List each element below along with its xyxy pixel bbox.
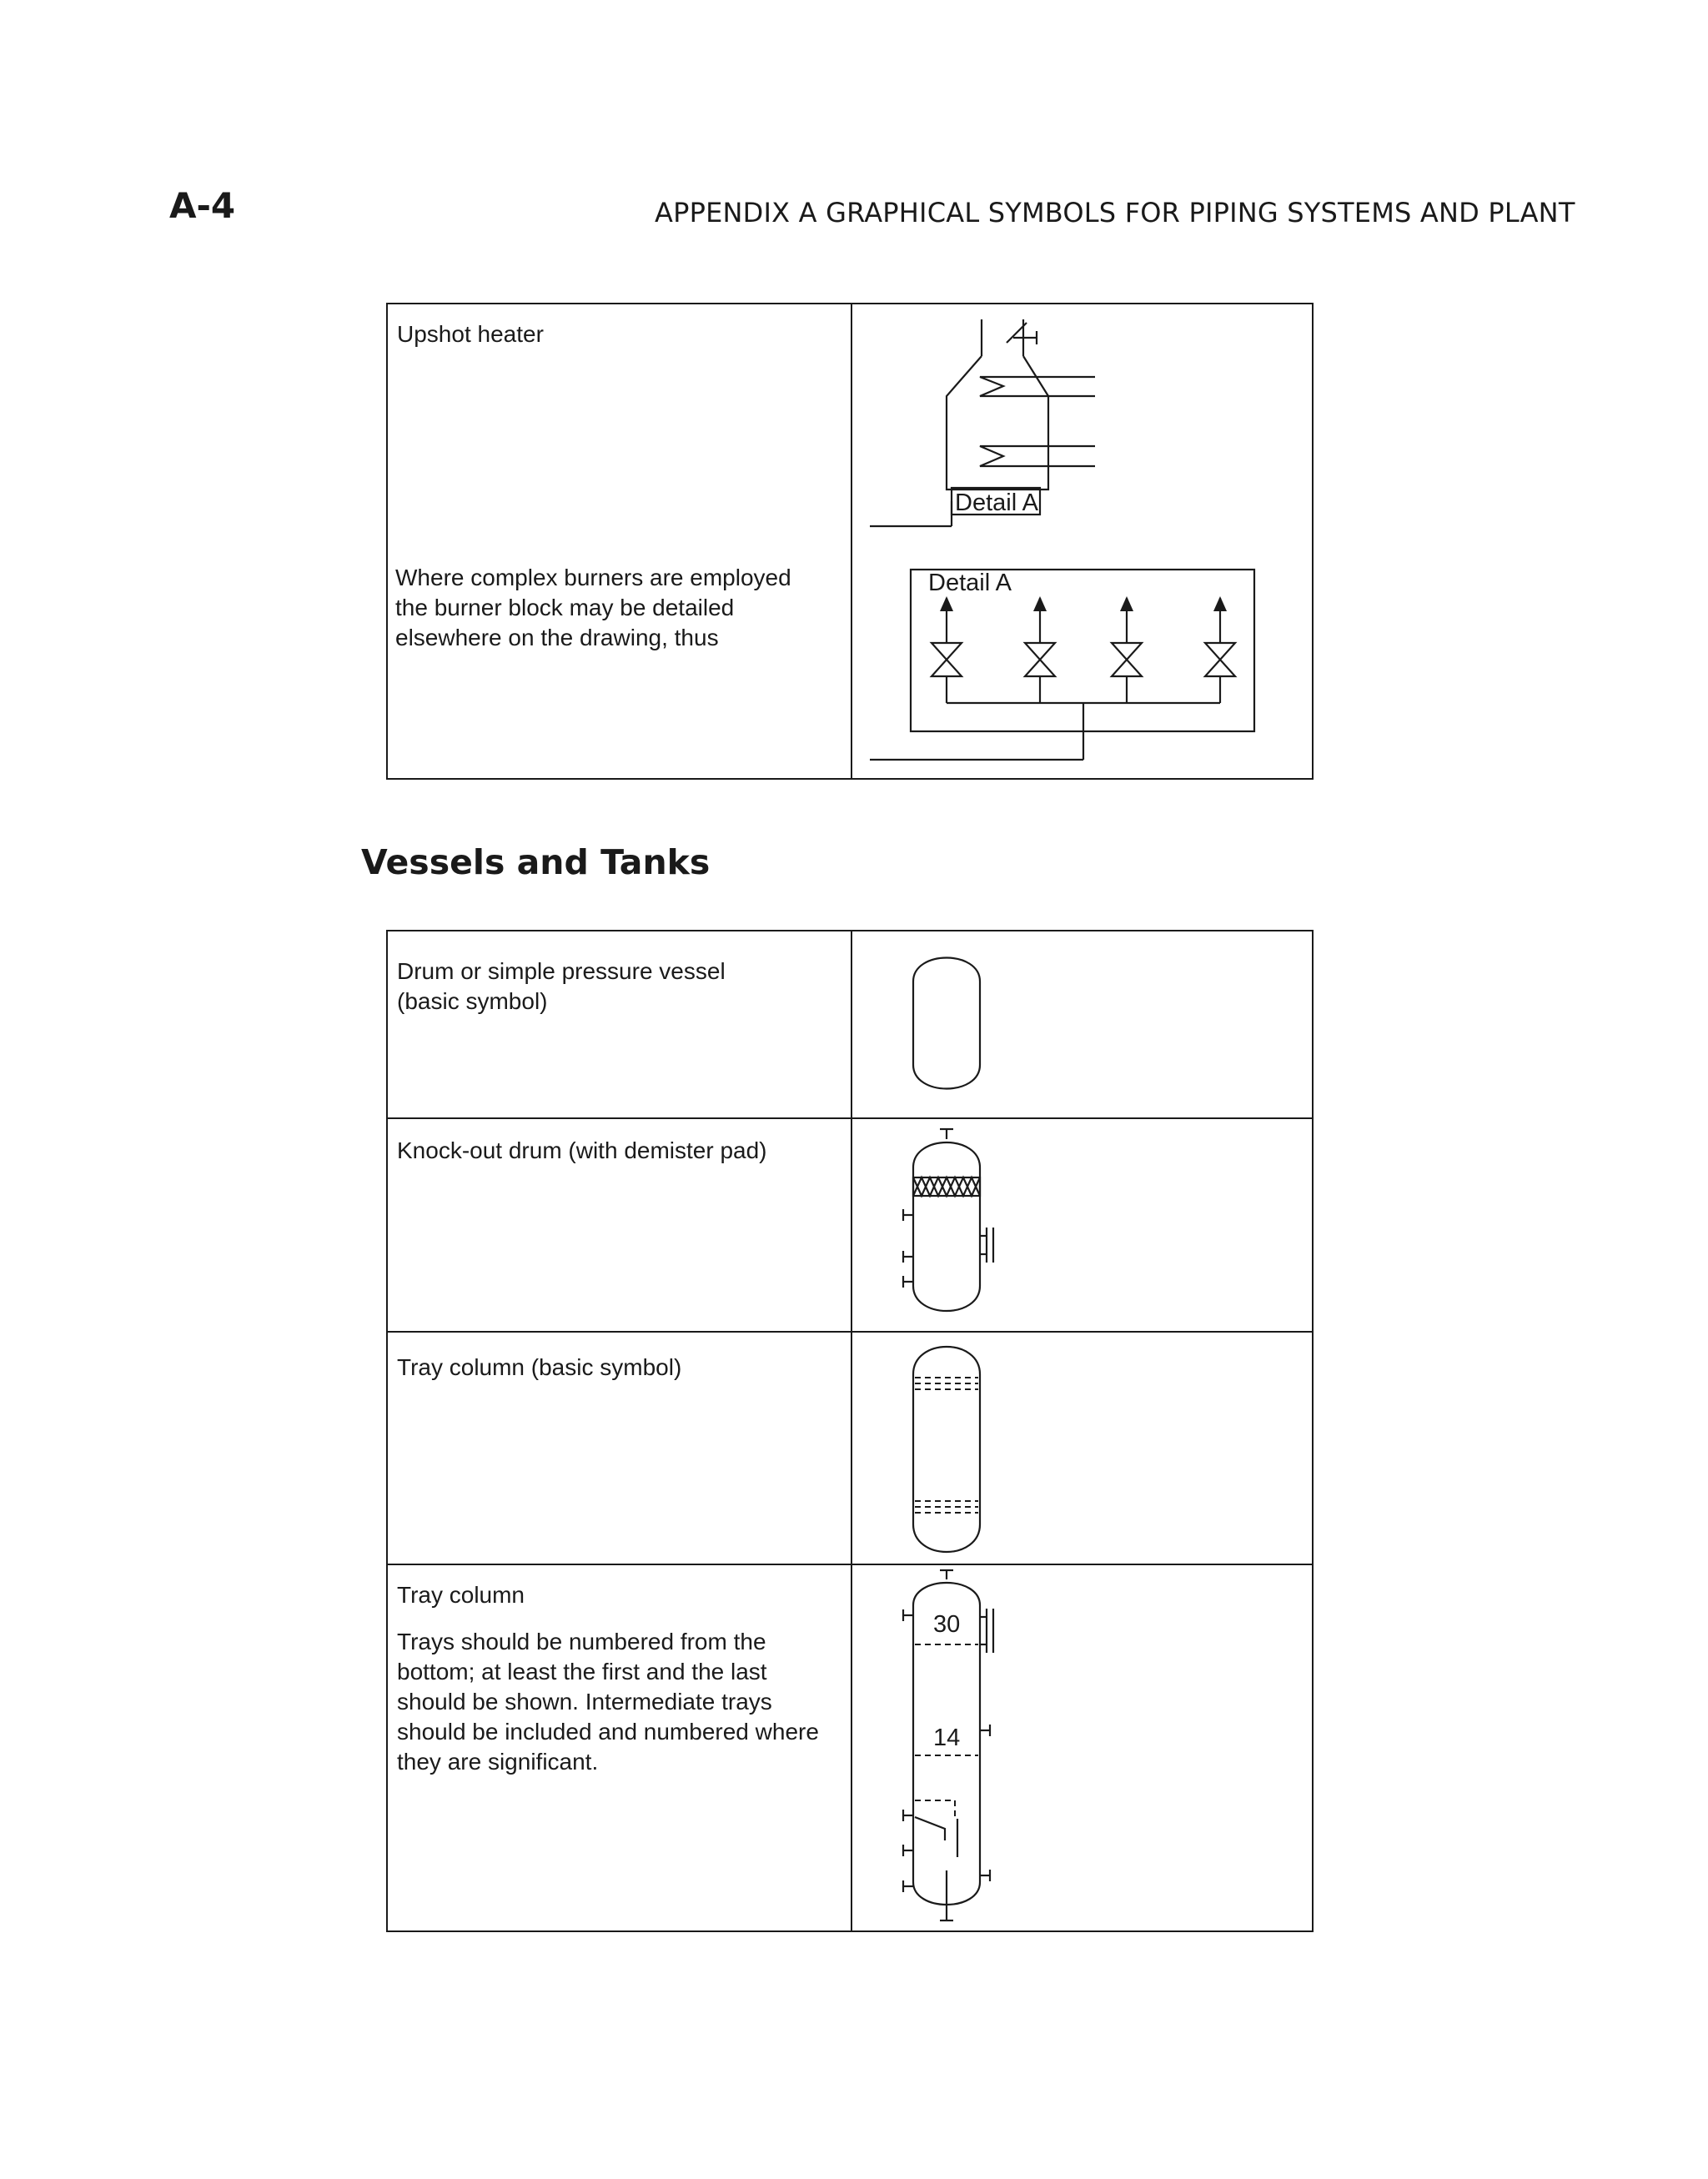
row-label: Drum or simple pressure vessel (basic symbol)	[397, 958, 726, 1014]
detail-box-label: Detail A	[928, 570, 1012, 596]
running-head: APPENDIX A GRAPHICAL SYMBOLS FOR PIPING SYSTEMS AND PLANT	[655, 197, 1575, 228]
burner-valve	[1025, 596, 1055, 703]
row-label: Knock-out drum (with demister pad)	[397, 1137, 767, 1163]
burner-valve	[1112, 596, 1142, 703]
drum-symbol	[388, 931, 1315, 1117]
upshot-heater-symbol	[388, 304, 1315, 781]
burner-valve	[1205, 596, 1235, 703]
row-label: Tray column	[397, 1582, 525, 1608]
burner-detail-note: Where complex burners are employed the burner block may be detailed elsewhere on the drawing, thus	[395, 565, 791, 650]
row-note: Trays should be numbered from the bottom; at least the first and the last should be shown. Intermediate trays should be included and numbered where they are significant.	[397, 1629, 819, 1775]
knock-out-drum-symbol	[388, 1119, 1315, 1333]
section-heading: Vessels and Tanks	[361, 842, 711, 882]
tray-column-symbol	[388, 1565, 1315, 1935]
detail-tag: Detail A	[955, 490, 1038, 516]
table-row	[388, 1117, 1312, 1331]
row-label: Tray column (basic symbol)	[397, 1354, 682, 1380]
table-row	[388, 931, 1312, 1117]
tray-column-basic-symbol	[388, 1333, 1315, 1565]
heater-symbol-table	[386, 303, 1314, 780]
table-row	[388, 1331, 1312, 1564]
table-row	[388, 1564, 1312, 1934]
burner-valve	[932, 596, 962, 703]
tray-number-30: 30	[933, 1611, 961, 1638]
vessels-symbol-table	[386, 930, 1314, 1932]
tray-number-14: 14	[933, 1725, 961, 1751]
upshot-heater-label: Upshot heater	[397, 321, 544, 347]
page-number: A-4	[169, 185, 236, 226]
